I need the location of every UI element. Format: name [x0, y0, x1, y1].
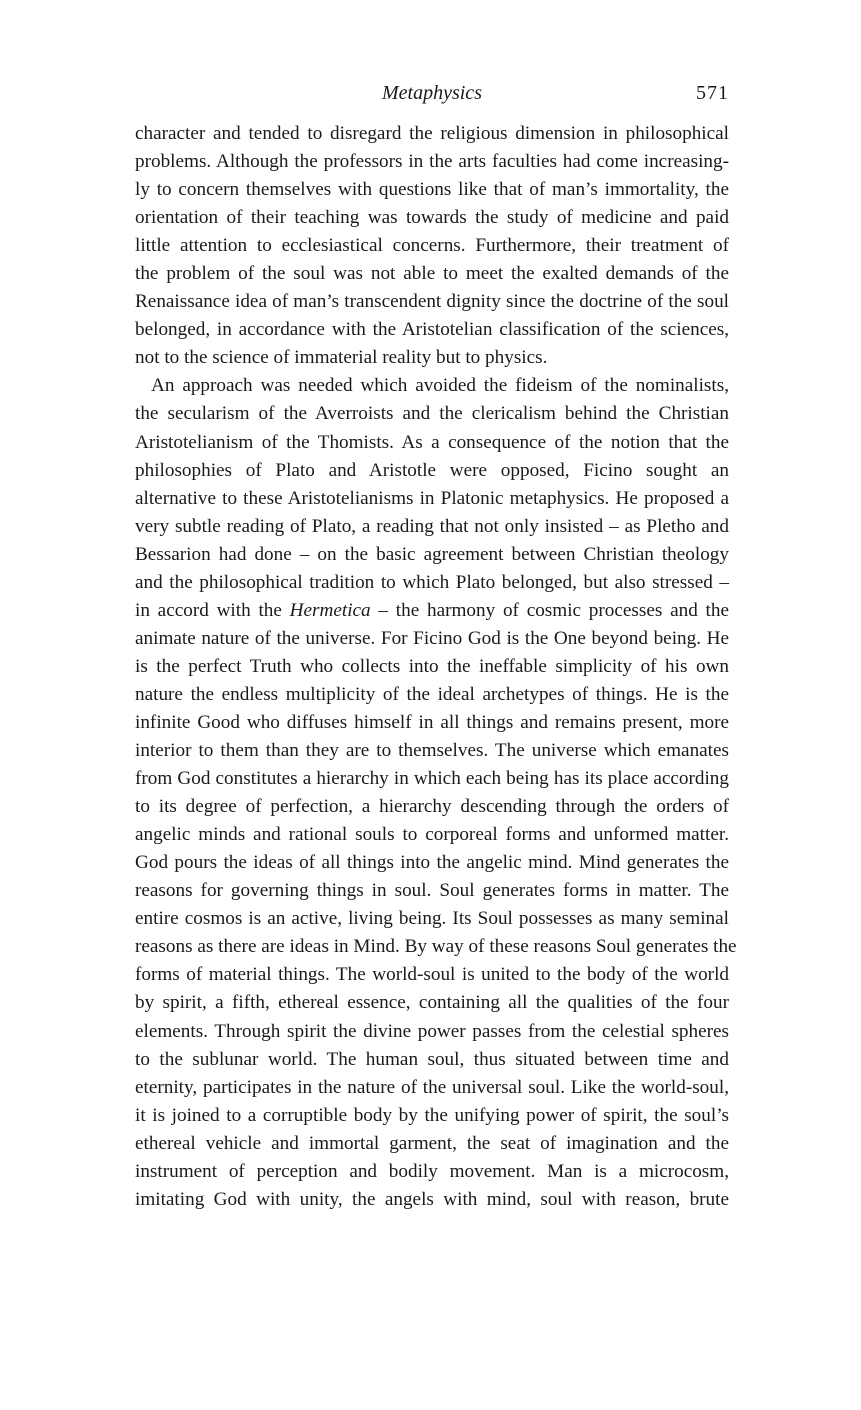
body-text [135, 120, 737, 1410]
text-line: orientation of their teaching was towards the study of medicine and paid [135, 207, 729, 229]
running-head [135, 82, 729, 110]
text-line: reasons for governing things in soul. Soul generates forms in matter. The [135, 880, 729, 902]
text-line [135, 1242, 729, 1270]
text-line: forms of material things. The world-soul is united to the body of the world [135, 964, 729, 986]
text-line [135, 1354, 729, 1382]
text-line [135, 1298, 729, 1326]
text-line: and the philosophical tradition to which Plato belonged, but also stressed – [135, 571, 729, 593]
text-line: animate nature of the universe. For Ficino God is the One beyond being. He [135, 627, 729, 649]
text-line-with-italic [135, 597, 729, 625]
text-line: to its degree of perfection, a hierarchy descending through the orders of [135, 796, 729, 818]
running-title: Metaphysics [382, 82, 482, 104]
text-line: reasons as there are ideas in Mind. By way of these reasons Soul generates the [135, 936, 737, 958]
text-line: elements. Through spirit the divine power passes from the celestial spheres [135, 1020, 729, 1042]
text-line: nature the endless multiplicity of the ideal archetypes of things. He is the [135, 683, 729, 705]
text-line: Aristotelianism of the Thomists. As a consequence of the notion that the [135, 431, 729, 453]
text-run: – the harmony of cosmic processes and the [370, 599, 729, 621]
page-number: 571 [696, 82, 729, 104]
paragraph-2 [135, 372, 737, 1410]
text-line: the secularism of the Averroists and the clericalism behind the Christian [135, 403, 729, 425]
text-line: interior to them than they are to themselves. The universe which emanates [135, 740, 729, 762]
text-line [135, 1270, 729, 1298]
text-line: it is joined to a corruptible body by the unifying power of spirit, the soul’s [135, 1104, 729, 1126]
text-line: by spirit, a fifth, ethereal essence, containing all the qualities of the four [135, 992, 729, 1014]
text-line: the problem of the soul was not able to meet the exalted demands of the [135, 263, 729, 285]
text-line [135, 1382, 729, 1410]
text-line: Bessarion had done – on the basic agreement between Christian theology [135, 543, 729, 565]
text-line: alternative to these Aristotelianisms in Platonic metaphysics. He proposed a [135, 487, 729, 509]
text-line: eternity, participates in the nature of the universal soul. Like the world-soul, [135, 1076, 729, 1098]
text-line: Renaissance idea of man’s transcendent dignity since the doctrine of the soul [135, 291, 729, 313]
text-line: instrument of perception and bodily movement. Man is a microcosm, [135, 1160, 729, 1182]
text-line: entire cosmos is an active, living being. Its Soul possesses as many seminal [135, 908, 729, 930]
text-line: from God constitutes a hierarchy in which each being has its place according [135, 768, 729, 790]
text-line: imitating God with unity, the angels with mind, soul with reason, brute [135, 1188, 729, 1210]
paragraph-1 [135, 120, 729, 372]
text-line [135, 1214, 729, 1242]
text-line: angelic minds and rational souls to corporeal forms and unformed matter. [135, 824, 729, 846]
text-line: An approach was needed which avoided the fideism of the nominalists, [151, 375, 729, 397]
text-line [135, 1326, 729, 1354]
text-line: problems. Although the professors in the arts faculties had come increasing- [135, 151, 729, 173]
text-line: very subtle reading of Plato, a reading that not only insisted – as Pletho and [135, 515, 729, 537]
text-line: to the sublunar world. The human soul, thus situated between time and [135, 1048, 729, 1070]
text-run: in accord with the [135, 599, 290, 621]
text-line: ly to concern themselves with questions like that of man’s immortality, the [135, 179, 729, 201]
text-line: not to the science of immaterial reality but to physics. [135, 347, 548, 369]
italic-title-hermetica: Hermetica [289, 599, 371, 621]
text-line: little attention to ecclesiastical concerns. Furthermore, their treatment of [135, 235, 729, 257]
text-line: ethereal vehicle and immortal garment, the seat of imagination and the [135, 1132, 729, 1154]
text-line: belonged, in accordance with the Aristotelian classification of the sciences, [135, 319, 729, 341]
text-line: God pours the ideas of all things into the angelic mind. Mind generates the [135, 852, 729, 874]
text-line: character and tended to disregard the religious dimension in philosophical [135, 123, 729, 144]
text-line: infinite Good who diffuses himself in all things and remains present, more [135, 711, 729, 733]
text-line: is the perfect Truth who collects into the ineffable simplicity of his own [135, 655, 729, 677]
text-line: philosophies of Plato and Aristotle were opposed, Ficino sought an [135, 459, 729, 481]
